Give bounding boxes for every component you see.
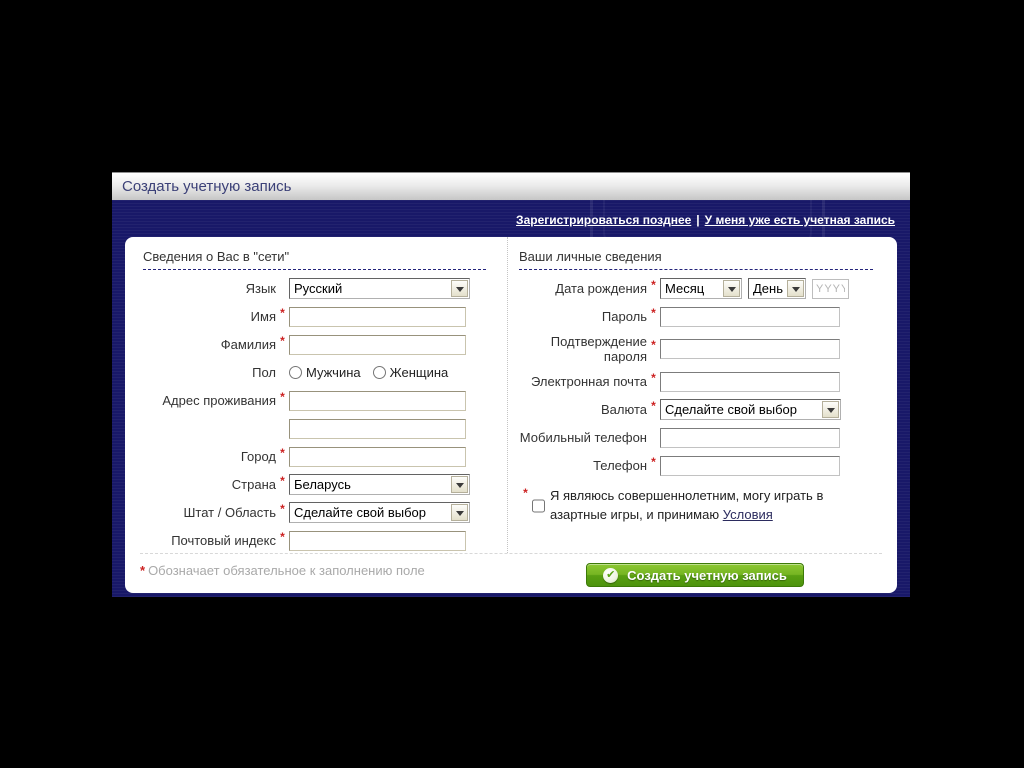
email-input[interactable] — [660, 372, 840, 392]
required-note — [140, 563, 508, 578]
chevron-down-icon[interactable] — [451, 476, 468, 493]
address-line2-input[interactable] — [289, 419, 466, 439]
age-confirm-checkbox[interactable] — [532, 488, 545, 524]
birth-date-row — [519, 278, 897, 299]
address-row-2 — [143, 418, 507, 439]
first-name-label: Имя — [250, 309, 276, 324]
mobile-input[interactable] — [660, 428, 840, 448]
mobile-label: Мобильный телефон — [519, 430, 647, 445]
country-label: Страна — [231, 477, 276, 492]
chevron-down-icon[interactable] — [787, 280, 804, 297]
password-label: Пароль — [601, 309, 647, 324]
gender-row — [143, 362, 507, 383]
state-label: Штат / Область — [183, 505, 276, 520]
gender-male-radio[interactable] — [289, 366, 302, 379]
state-select-value: Сделайте свой выбор — [294, 505, 427, 520]
required-marker: * — [651, 338, 656, 352]
birth-day-select[interactable] — [748, 278, 806, 299]
last-name-label: Фамилия — [220, 337, 276, 352]
dialog-titlebar — [112, 172, 910, 200]
address-line1-input[interactable] — [289, 391, 466, 411]
required-marker: * — [651, 277, 656, 292]
create-account-dialog — [112, 172, 910, 597]
birth-month-value: Месяц — [665, 281, 705, 296]
gender-female-radio[interactable] — [373, 366, 386, 379]
language-row — [143, 278, 507, 299]
email-label: Электронная почта — [530, 374, 647, 389]
register-later-link[interactable]: Зарегистрироваться позднее — [516, 213, 692, 227]
required-marker: * — [280, 389, 285, 404]
top-navigation — [112, 200, 910, 237]
personal-info-heading: Ваши личные сведения — [519, 249, 873, 270]
age-confirm-row — [519, 486, 897, 524]
gender-female-label: Женщина — [389, 365, 449, 380]
confirm-password-row — [519, 334, 897, 364]
country-select-value: Беларусь — [294, 477, 351, 492]
birth-year-input[interactable] — [812, 279, 849, 299]
password-row — [519, 306, 897, 327]
required-marker: * — [651, 398, 656, 413]
required-marker: * — [651, 454, 656, 469]
birth-day-value: День — [753, 281, 783, 296]
phone-row — [519, 455, 897, 476]
dialog-body — [112, 200, 910, 597]
create-account-button[interactable] — [586, 563, 804, 587]
first-name-input[interactable] — [289, 307, 466, 327]
link-separator: | — [696, 213, 700, 227]
city-row — [143, 446, 507, 467]
language-label: Язык — [245, 281, 276, 296]
terms-link[interactable]: Условия — [722, 507, 773, 522]
confirm-password-label: Подтверждение пароля — [550, 334, 647, 364]
first-name-row — [143, 306, 507, 327]
country-row — [143, 474, 507, 495]
online-info-heading: Сведения о Вас в "сети" — [143, 249, 486, 270]
required-marker: * — [280, 445, 285, 460]
birth-month-select[interactable] — [660, 278, 742, 299]
state-row — [143, 502, 507, 523]
required-marker: * — [140, 563, 146, 578]
age-confirm-text-before: Я являюсь совершеннолетним, могу играть в азартные игры, и принимаю — [550, 488, 824, 522]
currency-select-value: Сделайте свой выбор — [665, 402, 798, 417]
required-note-text: Обозначает обязательное к заполнению поле — [148, 563, 425, 578]
postal-code-row — [143, 530, 507, 551]
check-circle-icon: ✔ — [603, 568, 618, 583]
birth-date-label: Дата рождения — [555, 281, 647, 296]
existing-account-link[interactable]: У меня уже есть учетная запись — [704, 213, 895, 227]
required-marker: * — [280, 305, 285, 320]
age-confirm-text — [550, 486, 850, 524]
address-label: Адрес проживания — [162, 393, 276, 408]
phone-label: Телефон — [593, 458, 647, 473]
country-select[interactable] — [289, 474, 470, 495]
page-title: Создать учетную запись — [122, 178, 292, 195]
chevron-down-icon[interactable] — [822, 401, 839, 418]
required-marker: * — [651, 370, 656, 385]
online-info-section — [125, 237, 508, 553]
create-account-button-label: Создать учетную запись — [627, 567, 787, 583]
currency-select[interactable] — [660, 399, 841, 420]
postal-code-label: Почтовый индекс — [171, 533, 276, 548]
gender-male-label: Мужчина — [306, 365, 361, 380]
phone-input[interactable] — [660, 456, 840, 476]
postal-code-input[interactable] — [289, 531, 466, 551]
chevron-down-icon[interactable] — [451, 504, 468, 521]
gender-label: Пол — [252, 365, 276, 380]
language-select[interactable] — [289, 278, 470, 299]
address-row — [143, 390, 507, 411]
required-marker: * — [280, 333, 285, 348]
currency-label: Валюта — [601, 402, 647, 417]
chevron-down-icon[interactable] — [723, 280, 740, 297]
required-marker: * — [651, 305, 656, 320]
required-marker: * — [523, 486, 528, 500]
required-marker: * — [280, 473, 285, 488]
chevron-down-icon[interactable] — [451, 280, 468, 297]
currency-row — [519, 399, 897, 420]
required-marker: * — [280, 529, 285, 544]
confirm-password-input[interactable] — [660, 339, 840, 359]
language-select-value: Русский — [294, 281, 343, 296]
form-panel — [125, 237, 897, 593]
password-input[interactable] — [660, 307, 840, 327]
mobile-row — [519, 427, 897, 448]
required-marker: * — [280, 501, 285, 516]
state-select[interactable] — [289, 502, 470, 523]
city-input[interactable] — [289, 447, 466, 467]
last-name-input[interactable] — [289, 335, 466, 355]
personal-info-section — [508, 237, 897, 553]
last-name-row — [143, 334, 507, 355]
city-label: Город — [240, 449, 276, 464]
panel-footer — [140, 553, 882, 593]
email-row — [519, 371, 897, 392]
